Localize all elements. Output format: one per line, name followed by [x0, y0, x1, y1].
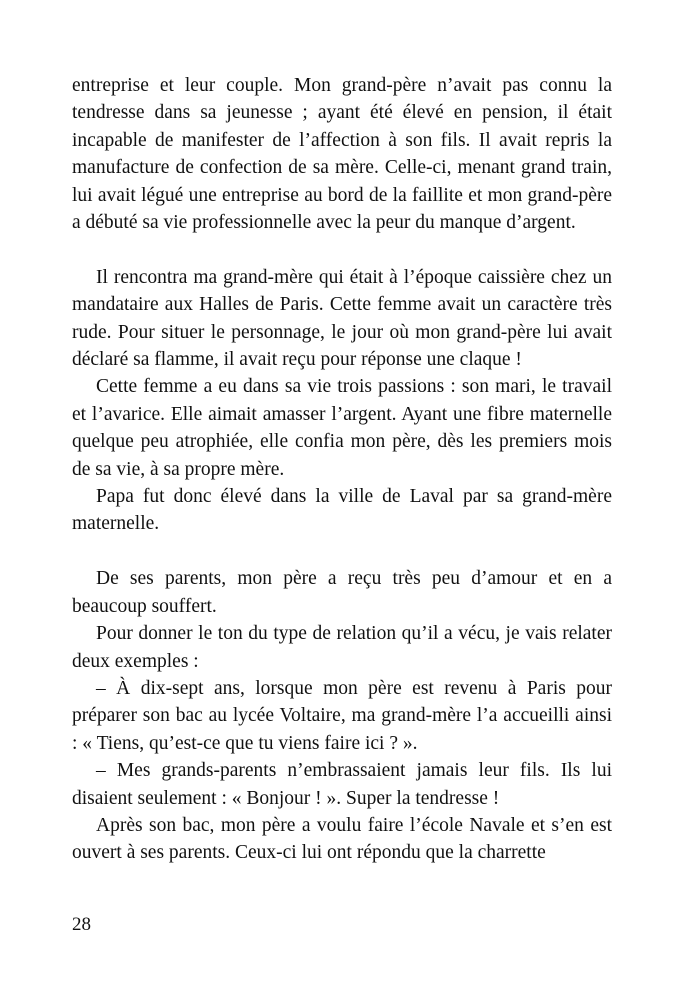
paragraph: entreprise et leur couple. Mon grand-père n’avait pas connu la tendresse dans sa jeunesse ; ayant été élevé en pension, il était incapable de manifester de l’affection à son fils. Il avait repris la manufacture de confection de sa mère. Celle-ci, menant grand train, lui avait légué une entreprise au bord de la faillite et mon grand-père a débuté sa vie professionnelle avec la peur du manque d’argent.	[72, 75, 612, 234]
page-number: 28	[72, 914, 91, 935]
paragraph: – Mes grands-parents n’embrassaient jamais leur fils. Ils lui disaient seulement : « Bonjour ! ». Super la tendresse !	[72, 760, 612, 809]
paragraph: De ses parents, mon père a reçu très peu d’amour et en a beaucoup souffert.	[72, 568, 612, 617]
paragraph: – À dix-sept ans, lorsque mon père est revenu à Paris pour préparer son bac au lycée Voltaire, ma grand-mère l’a accueilli ainsi : « Tiens, qu’est-ce que tu viens faire ici ? ».	[72, 677, 612, 754]
paragraph: Il rencontra ma grand-mère qui était à l’époque caissière chez un mandataire aux Halles de Paris. Cette femme avait un caractère très rude. Pour situer le personnage, le jour où mon grand-père lui avait déclaré sa flamme, il avait reçu pour réponse une claque !	[72, 266, 612, 371]
page-body	[72, 72, 612, 867]
paragraph: Pour donner le ton du type de relation qu’il a vécu, je vais relater deux exemples :	[72, 623, 612, 672]
paragraph: Papa fut donc élevé dans la ville de Laval par sa grand-mère maternelle.	[72, 486, 612, 535]
paragraph: Cette femme a eu dans sa vie trois passions : son mari, le travail et l’avarice. Elle aimait amasser l’argent. Ayant une fibre maternelle quelque peu atrophiée, elle confia mon père, dès les premiers mois de sa vie, à sa propre mère.	[72, 376, 612, 480]
paragraph: Après son bac, mon père a voulu faire l’école Navale et s’en est ouvert à ses parents. Ceux-ci lui ont répondu que la charrette	[72, 814, 612, 864]
